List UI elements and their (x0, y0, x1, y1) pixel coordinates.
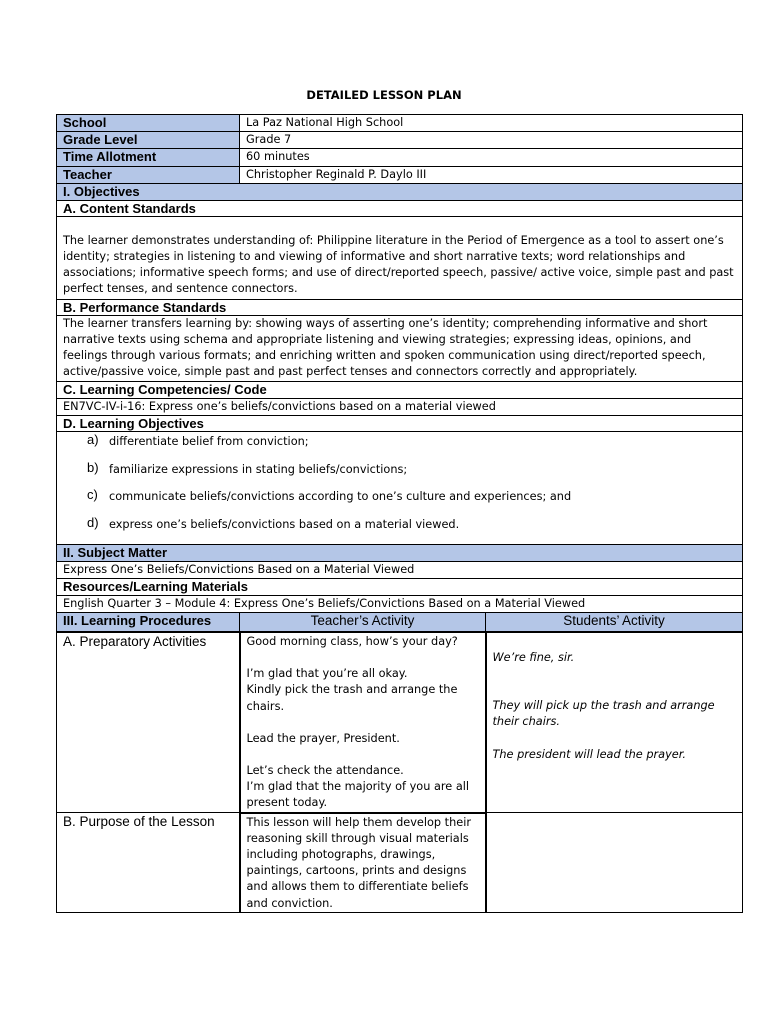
teacher-line: Lead the prayer, President. (246, 731, 400, 745)
preparatory-label: A. Preparatory Activities (57, 632, 240, 813)
preparatory-students-cell (486, 632, 743, 813)
teacher-line: Let’s check the attendance. (246, 763, 404, 777)
info-row-school (57, 115, 743, 132)
student-line: The president will lead the prayer. (492, 747, 686, 761)
list-item-text: express one’s beliefs/convictions based on a material viewed. (109, 517, 460, 531)
content-standards-heading: A. Content Standards (57, 200, 743, 216)
info-row-time (57, 149, 743, 166)
list-item (63, 489, 736, 517)
info-row-grade (57, 132, 743, 149)
info-row-teacher (57, 166, 743, 183)
school-label: School (57, 115, 240, 132)
preparatory-row (57, 632, 743, 813)
learning-objectives-cell (57, 432, 743, 545)
purpose-row (57, 813, 743, 913)
learning-objectives-list (63, 434, 736, 544)
school-value: La Paz National High School (240, 115, 743, 132)
purpose-teacher-cell: This lesson will help them develop their reasoning skill through visual materials including photographs, drawings, paintings, cartoons, prints and designs and allows them to differentiate beliefs and conviction. (240, 813, 486, 913)
list-item (63, 459, 736, 490)
competencies-heading: C. Learning Competencies/ Code (57, 381, 743, 398)
resources-text: English Quarter 3 – Module 4: Express One’s Beliefs/Convictions Based on a Material Viewed (57, 596, 743, 613)
list-item-text: communicate beliefs/convictions according to one’s culture and experiences; and (109, 490, 572, 504)
subject-matter-heading: II. Subject Matter (57, 545, 743, 562)
preparatory-teacher-cell (240, 632, 486, 813)
list-marker: c) (87, 487, 98, 503)
teacher-line: Good morning class, how’s your day? (246, 634, 458, 648)
student-line: We’re fine, sir. (492, 650, 575, 664)
list-item (63, 434, 736, 462)
time-allotment-value: 60 minutes (240, 149, 743, 166)
subject-matter-text: Express One’s Beliefs/Convictions Based on a Material Viewed (57, 562, 743, 579)
content-standards-text: The learner demonstrates understanding of: Philippine literature in the Period of Emergence as a tool to assert one’s identity; strategies in listening to and viewing of informative and short narrative texts; word relationships and associations; informative speech forms; and use of direct/reported speech, passive/ active voice, simple past and past perfect tenses, and sentence connectors. (57, 216, 743, 299)
teacher-line: I’m glad that you’re all okay. (246, 667, 408, 681)
purpose-label: B. Purpose of the Lesson (57, 813, 240, 913)
time-allotment-label: Time Allotment (57, 149, 240, 166)
list-item-text: differentiate belief from conviction; (109, 435, 309, 449)
teacher-activity-header: Teacher’s Activity (240, 613, 486, 632)
purpose-students-cell (486, 813, 743, 913)
students-activity-header: Students’ Activity (486, 613, 743, 632)
list-item (63, 514, 736, 545)
list-item-text: familiarize expressions in stating beliefs/convictions; (109, 462, 408, 476)
list-marker: a) (87, 432, 99, 448)
objectives-heading: I. Objectives (57, 183, 743, 200)
list-marker: d) (87, 514, 99, 530)
learning-objectives-heading: D. Learning Objectives (57, 416, 743, 432)
teacher-label: Teacher (57, 166, 240, 183)
student-line: They will pick up the trash and arrange their chairs. (492, 699, 715, 729)
resources-heading: Resources/Learning Materials (57, 579, 743, 596)
teacher-value: Christopher Reginald P. Daylo III (240, 166, 743, 183)
competencies-text: EN7VC-IV-i-16: Express one’s beliefs/convictions based on a material viewed (57, 398, 743, 415)
performance-standards-heading: B. Performance Standards (57, 299, 743, 315)
performance-standards-text: The learner transfers learning by: showing ways of asserting one’s identity; comprehending informative and short narrative texts using schema and appropriate listening and viewing strategies; expressing ideas, opinions, and feelings through various formats; and enriching written and spoken communication using direct/reported speech, active/passive voice, simple past and past perfect tenses and connectors correctly and appropriately. (57, 315, 743, 381)
list-marker: b) (87, 459, 99, 475)
grade-level-label: Grade Level (57, 132, 240, 149)
teacher-line: I’m glad that the majority of you are all present today. (246, 780, 470, 810)
lesson-plan-table (56, 114, 743, 913)
procedures-heading: III. Learning Procedures (57, 613, 240, 632)
grade-level-value: Grade 7 (240, 132, 743, 149)
document-title: DETAILED LESSON PLAN (306, 88, 462, 102)
teacher-line: Kindly pick the trash and arrange the chairs. (246, 683, 458, 713)
